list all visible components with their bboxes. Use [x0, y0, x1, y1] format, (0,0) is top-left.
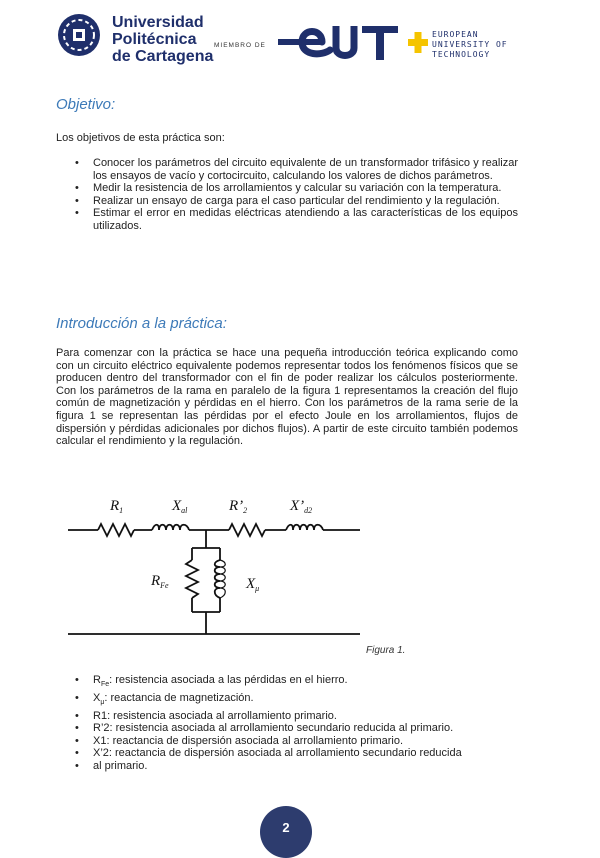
list-item: • Medir la resistencia de los arrollamientos y calcular su variación con la temperatura. [56, 182, 518, 195]
svg-text:Xal [171, 498, 188, 515]
list-item: • Conocer los parámetros del circuito equivalente de un transformador trifásico y realizar los ensayos de vacío y cortocircuito, calculando los valores de dichos parámetros. [56, 157, 518, 182]
figure-caption: Figura 1. [366, 645, 406, 656]
def-text: : resistencia asociada al arrollamiento secundario reducida al primario. [109, 722, 454, 735]
label-r2: R’ [229, 498, 244, 514]
list-item: • Realizar un ensayo de carga para el caso particular del rendimiento y la regulación. [56, 195, 518, 208]
upct-logo-icon [56, 12, 102, 58]
label-xu: X [246, 576, 256, 592]
introduccion-paragraph: Para comenzar con la práctica se hace una pequeña introducción teórica explicando como con un circuito eléctrico equivalente podemos representar todos los fenómenos físicos que se producen dentro del transformador con el fin de poder realizar los cálculos posteriormente. Con los parámetros de la rama en paralelo de la figura 1 representamos la creación del flujo común de magnetización y pérdidas en el hierro. Con los parámetros de la rama serie de la figura 1 se representan las pérdidas por el efecto Joule en los arrollamientos, flujos de dispersión y pérdidas adicionales por dichos flujos). A partir de este circuito también podemos calcular el rendimiento y la regulación. [56, 347, 518, 448]
university-line3: de Cartagena [112, 48, 214, 65]
svg-text:R1 [109, 498, 123, 515]
eut-line3: TECHNOLOGY [432, 50, 491, 59]
def-text: : reactancia de dispersión asociada al arrollamiento secundario reducida [108, 747, 462, 760]
objetivo-list [56, 157, 518, 233]
label-xal: X [172, 498, 182, 514]
def-text: : resistencia asociada al arrollamiento primario. [107, 709, 337, 722]
list-item [56, 710, 526, 723]
def-symbol: R [93, 674, 101, 686]
label-xal-sub: al [181, 506, 188, 515]
def-symbol: X’2 [93, 747, 109, 760]
list-item: • Estimar el error en medidas eléctricas atendiendo a las características de los equipos utilizados. [56, 207, 518, 232]
label-xd2: X’ [290, 498, 305, 514]
member-of-label: MIEMBRO DE [214, 42, 266, 49]
resistor-r2 [229, 524, 265, 536]
def-text: al primario. [93, 759, 148, 772]
university-line1: Universidad [112, 14, 204, 31]
label-r1-sub: 1 [119, 506, 124, 515]
university-line2: Politécnica [112, 31, 197, 48]
label-rfe: R [151, 573, 161, 589]
def-symbol: R1 [93, 709, 108, 722]
svg-text:R’2 [228, 498, 247, 515]
eut-logo-icon [278, 22, 428, 62]
introduccion-heading: Introducción a la práctica: [56, 315, 227, 332]
list-item [56, 747, 526, 760]
inductor-xd2 [286, 525, 323, 530]
eut-name [432, 30, 508, 60]
def-symbol: R’2 [93, 722, 110, 735]
def-symbol-sub: μ [100, 698, 105, 706]
label-rfe-sub: Fe [160, 581, 169, 590]
list-item [56, 692, 526, 710]
def-symbol: X1 [93, 734, 107, 747]
svg-text:RFe [150, 573, 169, 590]
list-item [56, 735, 526, 748]
def-text: : reactancia de magnetización. [104, 691, 254, 704]
definitions-list [56, 674, 526, 773]
def-text: : resistencia asociada a las pérdidas en el hierro. [109, 674, 348, 686]
university-name [112, 14, 213, 65]
label-r1: R [110, 498, 120, 514]
list-item [56, 722, 526, 735]
eut-line2: UNIVERSITY OF [432, 40, 508, 49]
svg-text:Xμ [245, 576, 259, 593]
equivalent-circuit-figure [64, 490, 364, 640]
def-symbol-sub: Fe [100, 681, 110, 689]
page-number-badge: 2 [260, 806, 312, 858]
def-text: : reactancia de dispersión asociada al arrollamiento primario. [106, 734, 404, 747]
svg-text:X’d2 [289, 498, 312, 515]
label-xu-sub: μ [255, 584, 260, 593]
list-item [56, 760, 526, 773]
eut-line1: EUROPEAN [432, 30, 479, 39]
resistor-rfe [186, 560, 198, 598]
def-symbol: X [93, 691, 101, 704]
objetivo-heading: Objetivo: [56, 96, 116, 113]
inductor-xal [152, 525, 189, 530]
list-item [56, 674, 526, 692]
label-xd2-sub: d2 [304, 506, 313, 515]
resistor-r1 [98, 524, 134, 536]
page-header [56, 12, 556, 72]
inductor-xu [215, 560, 220, 598]
label-r2-sub: 2 [243, 506, 248, 515]
objetivo-intro: Los objetivos de esta práctica son: [56, 132, 225, 144]
